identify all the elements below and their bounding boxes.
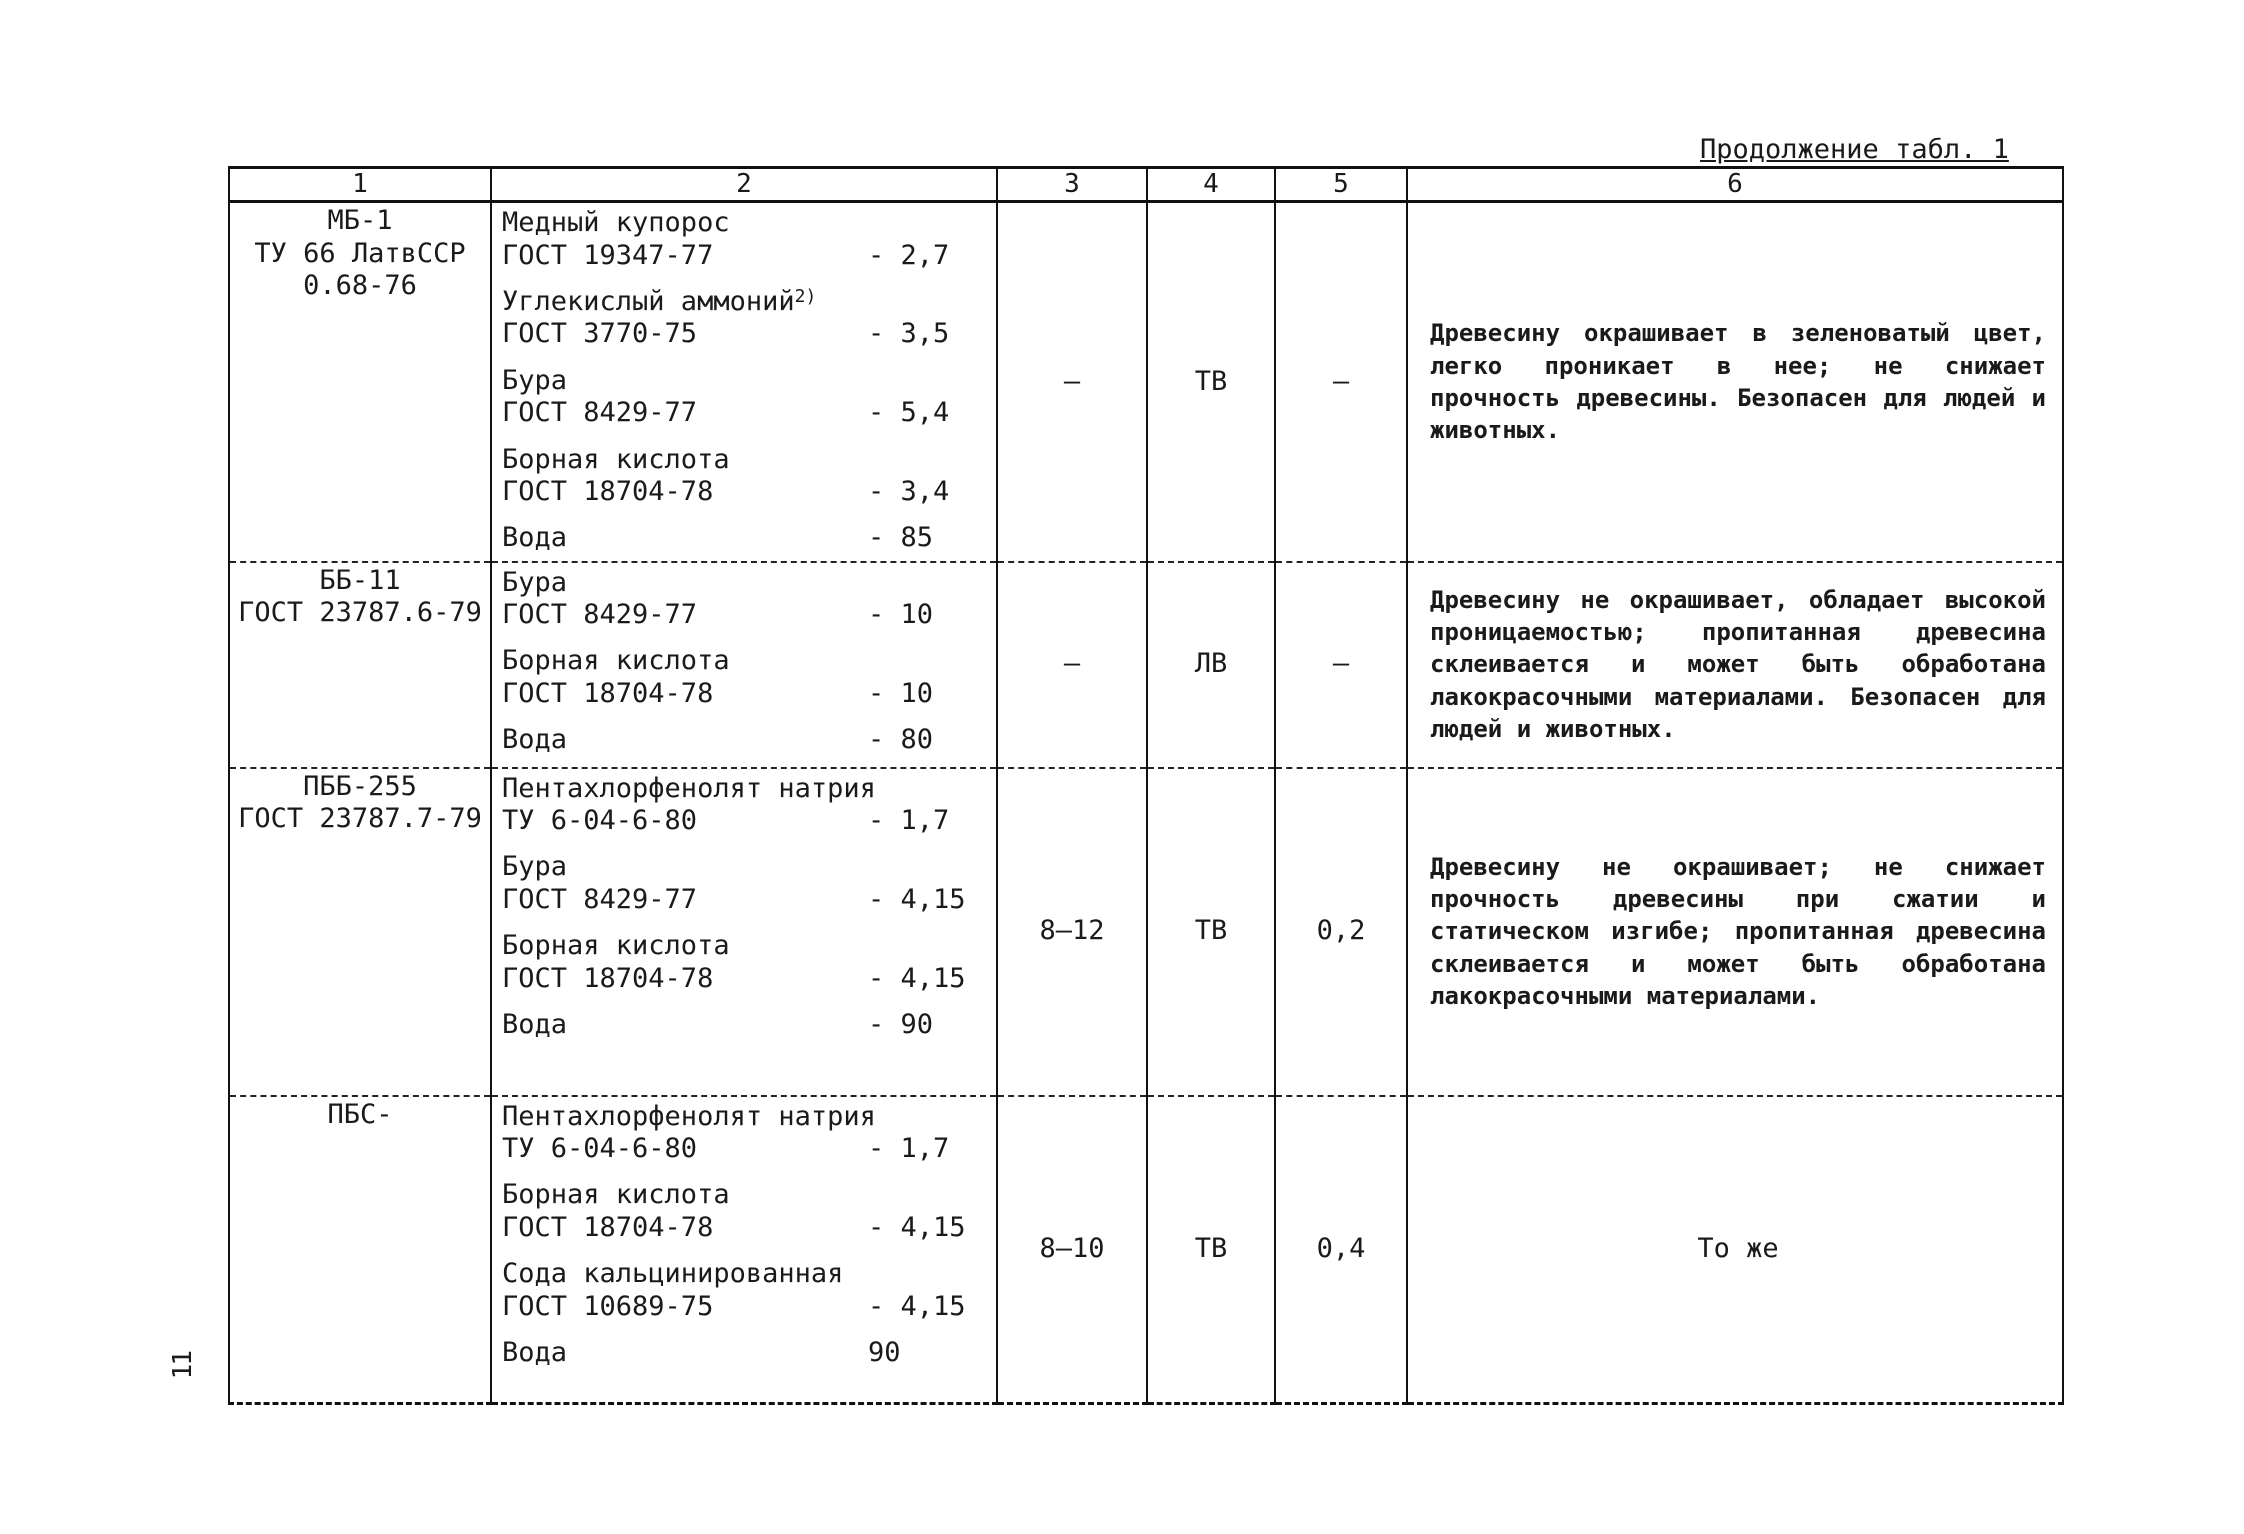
product-name-line: ТУ 66 ЛатвССР — [254, 237, 466, 269]
component-amount: - 3,5 — [868, 318, 950, 350]
component-name: Борная кислота — [502, 930, 730, 962]
component-amount: - 10 — [868, 599, 934, 631]
wood-class-cell: ТВ — [1147, 1096, 1275, 1404]
component-item — [502, 1101, 978, 1166]
product-name-cell — [229, 1096, 491, 1404]
column-header-5: 5 — [1275, 168, 1407, 202]
retention-cell: – — [1275, 562, 1407, 768]
component-standard: ГОСТ 19347-77 — [502, 239, 714, 271]
impregnation-range-cell: 8–12 — [997, 768, 1147, 1096]
component-name: Вода — [502, 724, 568, 756]
product-name-cell — [229, 562, 491, 768]
component-name: Медный купорос — [502, 207, 730, 239]
component-item — [502, 207, 978, 272]
component-amount: - 1,7 — [868, 805, 950, 837]
component-name: Вода — [502, 1337, 568, 1369]
component-standard: ГОСТ 18704-78 — [502, 677, 714, 709]
description-text: Древесину не окрашивает; не снижает прочность древесины при сжатии и статическом изгибе; пропитанная древесина склеивается и может быть обработана лакокрасочными материалами. — [1430, 852, 2046, 1011]
component-name: Вода — [502, 1009, 568, 1041]
component-name: Сода кальцинированная — [502, 1258, 844, 1290]
component-name: Бура — [502, 851, 568, 883]
product-name-line: 0.68-76 — [303, 269, 417, 301]
retention-cell: – — [1275, 202, 1407, 562]
component-name: Пентахлорфенолят натрия — [502, 772, 876, 804]
description-text: Древесину окрашивает в зеленоватый цвет, легко проникает в нее; не снижает прочность древесины. Безопасен для людей и животных. — [1430, 319, 2046, 445]
component-item — [502, 1009, 978, 1041]
component-standard: ГОСТ 18704-78 — [502, 475, 714, 507]
component-name: Пентахлорфенолят натрия — [502, 1100, 876, 1132]
table-continuation-label: Продолжение табл. 1 — [1700, 134, 2009, 165]
product-name-cell — [229, 202, 491, 562]
description-cell — [1407, 562, 2063, 768]
component-name: Углекислый аммоний — [502, 285, 795, 317]
component-item — [502, 522, 978, 554]
impregnation-range-cell: 8–10 — [997, 1096, 1147, 1404]
component-amount: - 4,15 — [868, 1211, 966, 1243]
component-standard: ГОСТ 18704-78 — [502, 1211, 714, 1243]
component-amount: - 4,15 — [868, 883, 966, 915]
page-number: 11 — [168, 1352, 198, 1380]
component-amount: - 2,7 — [868, 239, 950, 271]
component-amount: - 3,4 — [868, 475, 950, 507]
table-row — [229, 562, 2063, 768]
wood-class-cell: ТВ — [1147, 768, 1275, 1096]
description-cell — [1407, 768, 2063, 1096]
component-standard: ТУ 6-04-6-80 — [502, 805, 698, 837]
antiseptic-table — [228, 166, 2064, 1405]
component-standard: ГОСТ 8429-77 — [502, 883, 698, 915]
composition-cell — [491, 768, 997, 1096]
component-name: Бура — [502, 364, 568, 396]
product-name-line: МБ-1 — [327, 205, 393, 237]
table-header-row — [229, 168, 2063, 202]
component-name: Борная кислота — [502, 1179, 730, 1211]
description-cell — [1407, 202, 2063, 562]
component-standard: ГОСТ 8429-77 — [502, 599, 698, 631]
component-item — [502, 365, 978, 430]
component-amount: 90 — [868, 1337, 901, 1369]
component-amount: - 10 — [868, 677, 934, 709]
component-amount: - 5,4 — [868, 397, 950, 429]
component-item — [502, 444, 978, 509]
component-amount: - 80 — [868, 724, 934, 756]
retention-cell: 0,2 — [1275, 768, 1407, 1096]
component-amount: - 4,15 — [868, 1290, 966, 1322]
component-name: Борная кислота — [502, 443, 730, 475]
product-name-line: ПББ-255 — [303, 770, 417, 802]
component-item — [502, 851, 978, 916]
component-item — [502, 930, 978, 995]
column-header-1: 1 — [229, 168, 491, 202]
table-row — [229, 1096, 2063, 1404]
column-header-3: 3 — [997, 168, 1147, 202]
composition-cell — [491, 562, 997, 768]
component-item — [502, 286, 978, 351]
table-row — [229, 202, 2063, 562]
column-header-6: 6 — [1407, 168, 2063, 202]
component-item — [502, 567, 978, 632]
component-amount: - 90 — [868, 1009, 934, 1041]
description-cell — [1407, 1096, 2063, 1404]
description-text: Древесину не окрашивает, обладает высокой проницаемостью; пропитанная древесина склеивается и может быть обработана лакокрасочными материалами. Безопасен для людей и животных. — [1430, 585, 2046, 744]
component-standard: ГОСТ 3770-75 — [502, 318, 698, 350]
footnote-marker: 2) — [794, 285, 817, 307]
wood-class-cell: ТВ — [1147, 202, 1275, 562]
table-body — [229, 202, 2063, 1404]
retention-cell: 0,4 — [1275, 1096, 1407, 1404]
component-item — [502, 724, 978, 756]
product-name-line: ПБС- — [327, 1098, 393, 1130]
component-standard: ГОСТ 10689-75 — [502, 1290, 714, 1322]
component-name: Борная кислота — [502, 645, 730, 677]
composition-cell — [491, 202, 997, 562]
component-item — [502, 1179, 978, 1244]
product-name-cell — [229, 768, 491, 1096]
column-header-2: 2 — [491, 168, 997, 202]
impregnation-range-cell: – — [997, 562, 1147, 768]
composition-cell — [491, 1096, 997, 1404]
component-name: Вода — [502, 522, 568, 554]
component-item — [502, 773, 978, 838]
product-name-line: ГОСТ 23787.7-79 — [238, 803, 482, 835]
component-item — [502, 1258, 978, 1323]
table-row — [229, 768, 2063, 1096]
component-amount: - 85 — [868, 522, 934, 554]
component-standard: ГОСТ 18704-78 — [502, 962, 714, 994]
product-name-line: ГОСТ 23787.6-79 — [238, 597, 482, 629]
wood-class-cell: ЛВ — [1147, 562, 1275, 768]
component-amount: - 1,7 — [868, 1133, 950, 1165]
impregnation-range-cell: – — [997, 202, 1147, 562]
product-name-line: ББ-11 — [319, 564, 401, 596]
component-amount: - 4,15 — [868, 962, 966, 994]
component-standard: ГОСТ 8429-77 — [502, 397, 698, 429]
description-text: То же — [1697, 1233, 1779, 1265]
component-name: Бура — [502, 566, 568, 598]
component-item — [502, 645, 978, 710]
component-item — [502, 1337, 978, 1369]
column-header-4: 4 — [1147, 168, 1275, 202]
component-standard: ТУ 6-04-6-80 — [502, 1133, 698, 1165]
